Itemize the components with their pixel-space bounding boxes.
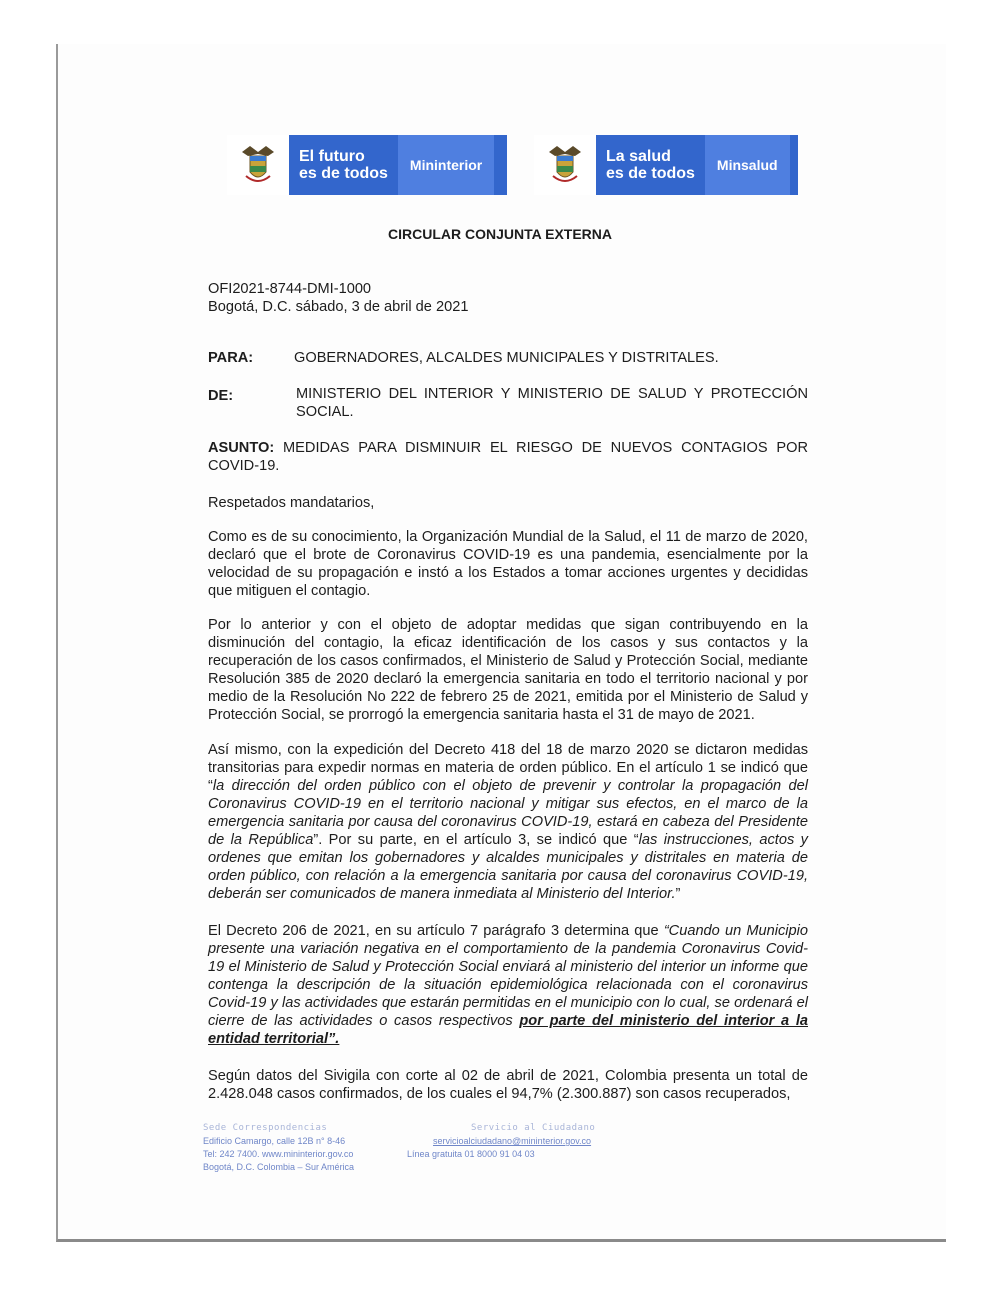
footer-citizen-service: Servicio al Ciudadano servicioalciudadano@mininterior.gov.co Línea gratuita 01 8000 91 04 03 [407, 1123, 596, 1159]
date-line: Bogotá, D.C. sábado, 3 de abril de 2021 [208, 299, 469, 315]
paragraph-3: Así mismo, con la expedición del Decreto 418 del 18 de marzo 2020 se dictaron medidas transitorias para expedir normas en materia de orden público. En el artículo 1 se indicó que “la dirección del orden público con el objeto de prevenir y controlar la propagación del Coronavirus COVID-19 en el territorio nacional y mitigar sus efectos, en el marco de la emergencia sanitaria por causa del coronavirus COVID-19, estará en cabeza del Presidente de la República”. Por su parte, en el artículo 3, se indicó que “las instrucciones, actos y ordenes que emitan los gobernadores y alcaldes municipales y distritales en materia de orden público, con relación a la emergencia sanitaria por causa del coronavirus COVID-19, deberán ser comunicados de manera inmediata al Ministerio del Interior.” [208, 742, 808, 902]
de-value: MINISTERIO DEL INTERIOR Y MINISTERIO DE SALUD Y PROTECCIÓN SOCIAL. [296, 386, 808, 420]
banner-entity-label: Mininterior [398, 135, 494, 195]
paragraph-4: El Decreto 206 de 2021, en su artículo 7 parágrafo 3 determina que “Cuando un Municipio presente una variación negativa en el comportamiento de la pandemia Coronavirus Covid-19 el Ministerio de Salud y Protección Social enviará al ministerio del interior un informe que contenga la descripción de la situación epidemiológica relacionada con el coronavirus Covid-19 y las actividades que estarán permitidas en el municipio con lo cual, se ordenará el cierre de las actividades o casos respectivos por parte del ministerio del interior a la entidad territorial”. [208, 923, 809, 1047]
paragraph-1: Como es de su conocimiento, la Organización Mundial de la Salud, el 11 de marzo de 2020, declaró que el brote de Coronavirus COVID-19 es una pandemia, esencialmente por la velocidad de su propagación e instó a los Estados a tomar acciones urgentes y decididas que mitiguen el contagio. [208, 529, 808, 599]
paragraph-5: Según datos del Sivigila con corte al 02 de abril de 2021, Colombia presenta un total de 2.428.048 casos confirmados, de los cuales el 94,7% (2.300.887) son casos recuperados, [208, 1068, 808, 1102]
asunto-line: ASUNTO: MEDIDAS PARA DISMINUIR EL RIESGO DE NUEVOS CONTAGIOS POR COVID-19. [208, 440, 808, 474]
de-label: DE: [208, 388, 234, 404]
colombia-coat-of-arms-icon [534, 135, 596, 195]
banner-slogan: La salud es de todos [596, 135, 705, 195]
footer-email-link[interactable]: servicioalciudadano@mininterior.gov.co [433, 1136, 592, 1146]
banner-entity-label: Minsalud [705, 135, 790, 195]
para-label: PARA: [208, 350, 254, 366]
salutation: Respetados mandatarios, [208, 495, 375, 511]
minsalud-banner [534, 135, 798, 195]
document-title: CIRCULAR CONJUNTA EXTERNA [388, 226, 612, 242]
footer-correspondence: Sede Correspondencias Edificio Camargo, calle 12B n° 8-46 Tel: 242 7400. www.mininterior.gov.co Bogotá, D.C. Colombia – Sur América [203, 1123, 355, 1172]
paragraph-2: Por lo anterior y con el objeto de adoptar medidas que sigan contribuyendo en la disminución del contagio, la eficaz identificación de los casos y sus contactos y la recuperación de los casos confirmados, el Ministerio de Salud y Protección Social, mediante Resolución 385 de 2020 declaró la emergencia sanitaria en todo el territorio nacional y por medio de la Resolución No 222 de febrero 25 de 2021, emitida por el Ministerio de Salud y Protección Social, se prorrogó la emergencia sanitaria hasta el 31 de mayo de 2021. [208, 617, 808, 723]
para-value: GOBERNADORES, ALCALDES MUNICIPALES Y DISTRITALES. [294, 350, 719, 366]
reference-number: OFI2021-8744-DMI-1000 [208, 281, 372, 297]
banner-slogan: El futuro es de todos [289, 135, 398, 195]
colombia-coat-of-arms-icon [227, 135, 289, 195]
mininterior-banner [227, 135, 507, 195]
